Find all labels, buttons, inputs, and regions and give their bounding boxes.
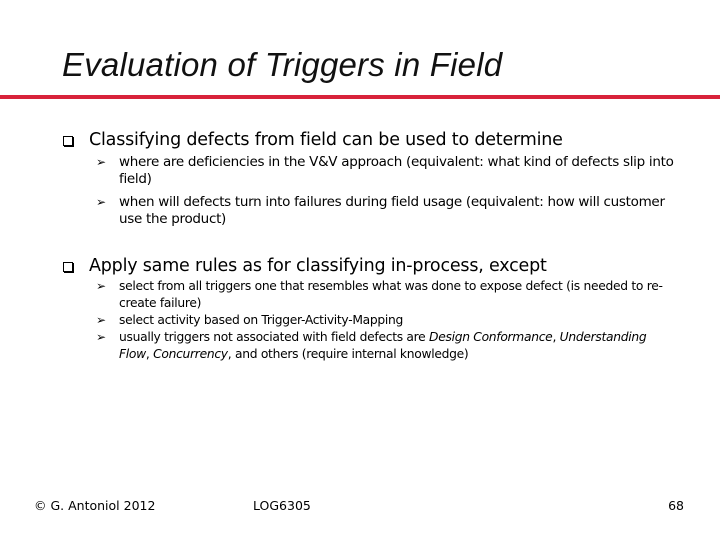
title-underline xyxy=(0,95,720,99)
sub-bullet-text: select activity based on Trigger-Activity-Mapping xyxy=(119,313,404,327)
emphasis-concurrency: Concurrency xyxy=(153,347,228,361)
bullet-2-text: Apply same rules as for classifying in-process, except xyxy=(89,256,547,276)
footer-course: LOG6305 xyxy=(253,498,311,513)
sub-bullet-text: when will defects turn into failures during field usage (equivalent: how will customer use the product) xyxy=(119,194,665,227)
footer-copyright: © G. Antoniol 2012 xyxy=(34,498,156,513)
emphasis-understanding-flow: Understanding Flow xyxy=(119,330,647,361)
arrow-bullet-icon: ➢ xyxy=(96,330,106,344)
arrow-bullet-icon: ➢ xyxy=(96,313,106,327)
emphasis-design-conformance: Design Conformance xyxy=(429,330,553,344)
arrow-bullet-icon: ➢ xyxy=(96,155,106,169)
page-number: 68 xyxy=(668,498,684,513)
arrow-bullet-icon: ➢ xyxy=(96,195,106,209)
sub-bullet-text xyxy=(119,329,679,363)
text-run: , xyxy=(145,347,154,361)
text-run: usually triggers not associated with field defects are xyxy=(119,330,430,344)
sub-bullet-text: select from all triggers one that resembles what was done to expose defect (is needed to re-create failure) xyxy=(119,279,663,310)
square-bullet-icon xyxy=(63,136,73,146)
arrow-bullet-icon: ➢ xyxy=(96,279,106,293)
text-run: , xyxy=(552,330,560,344)
bullet-1-text: Classifying defects from field can be used to determine xyxy=(89,130,563,150)
text-run: , and others (require internal knowledge) xyxy=(227,347,469,361)
square-bullet-icon xyxy=(63,262,73,272)
sub-bullet-text: where are deficiencies in the V&V approach (equivalent: what kind of defects slip into field) xyxy=(119,154,674,187)
slide-title: Evaluation of Triggers in Field xyxy=(62,46,503,83)
